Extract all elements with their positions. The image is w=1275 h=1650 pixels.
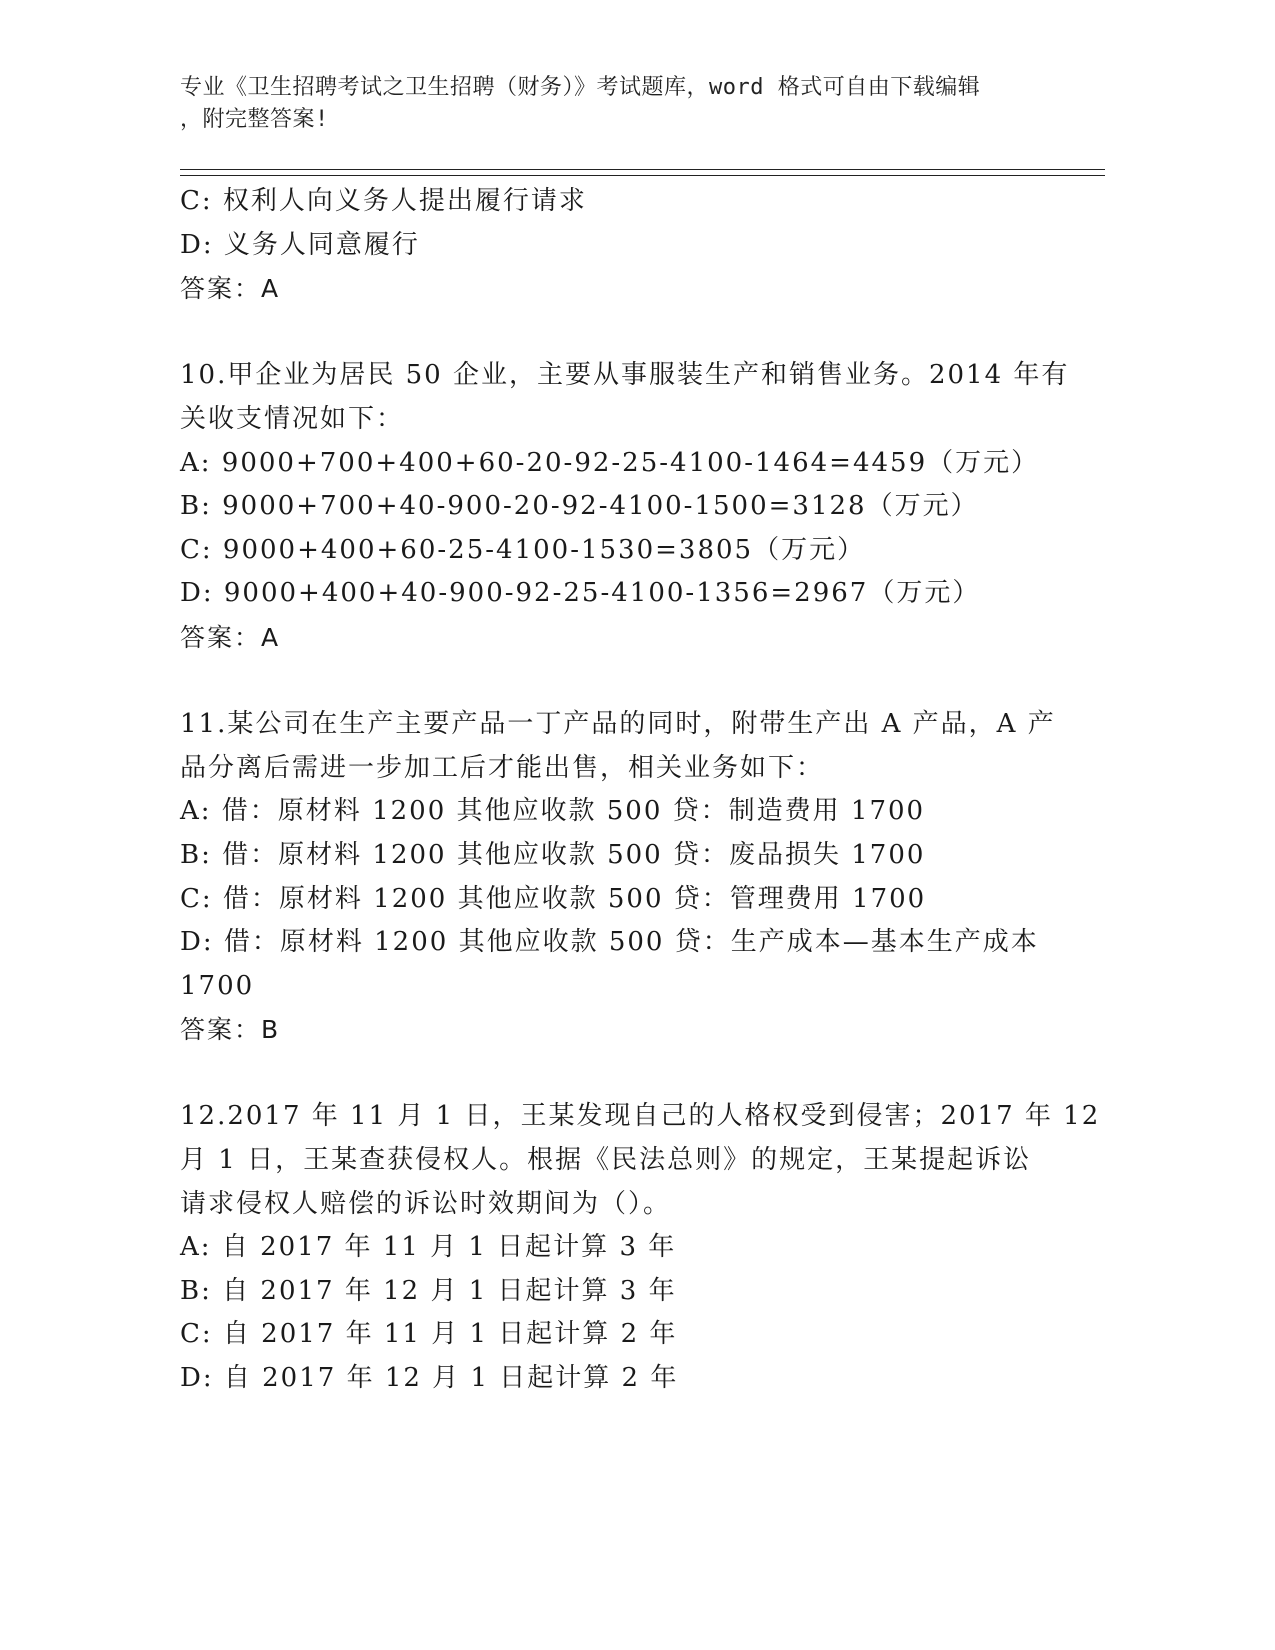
q11-option-a: A: 借：原材料 1200 其他应收款 500 贷：制造费用 1700: [180, 796, 926, 827]
page-header: [180, 72, 1050, 136]
question-content: [180, 180, 1101, 1401]
q11-stem-line-1: 11.某公司在生产主要产品一丁产品的同时，附带生产出 A 产品，A 产: [180, 709, 1056, 740]
header-line-1: 专业《卫生招聘考试之卫生招聘（财务）》考试题库，word 格式可自由下载编辑: [180, 75, 981, 100]
q12-option-c: C: 自 2017 年 11 月 1 日起计算 2 年: [180, 1319, 678, 1350]
q11-stem-line-2: 品分离后需进一步加工后才能出售，相关业务如下：: [180, 752, 825, 783]
q9-option-c: C: 权利人向义务人提出履行请求: [180, 186, 587, 216]
q12-option-b: B: 自 2017 年 12 月 1 日起计算 3 年: [180, 1275, 677, 1306]
q11-option-d-line-1: D: 借：原材料 1200 其他应收款 500 贷：生产成本—基本生产成本: [180, 927, 1039, 958]
spacer: [180, 660, 1060, 704]
header-divider-top: [180, 169, 1105, 170]
q10-option-a: A: 9000+700+400+60-20-92-25-4100-1464=4459（万元）: [180, 447, 1040, 478]
q10-answer: 答案：A: [180, 622, 281, 652]
spacer: [180, 1052, 1060, 1096]
q12-option-a: A: 自 2017 年 11 月 1 日起计算 3 年: [180, 1232, 677, 1263]
q10-option-c: C: 9000+400+60-25-4100-1530=3805（万元）: [180, 534, 866, 565]
q12-stem-line-1: 12.2017 年 11 月 1 日，王某发现自己的人格权受到侵害；2017 年 12: [180, 1101, 1101, 1132]
q12-option-d: D: 自 2017 年 12 月 1 日起计算 2 年: [180, 1363, 679, 1394]
q12-stem-line-2: 月 1 日，王某查获侵权人。根据《民法总则》的规定，王某提起诉讼: [180, 1145, 1032, 1176]
q12-stem-line-3: 请求侵权人赔偿的诉讼时效期间为（）。: [180, 1188, 672, 1219]
header-divider-bottom: [180, 175, 1105, 176]
q9-option-d: D: 义务人同意履行: [180, 229, 420, 260]
q11-option-b: B: 借：原材料 1200 其他应收款 500 贷：废品损失 1700: [180, 839, 926, 870]
q9-answer: 答案：A: [180, 274, 281, 304]
q10-stem-line-1: 10.甲企业为居民 50 企业，主要从事服装生产和销售业务。2014 年有: [180, 360, 1070, 391]
header-line-2: ，附完整答案!: [180, 107, 329, 132]
q10-stem-line-2: 关收支情况如下：: [180, 403, 405, 434]
q11-option-d-line-2: 1700: [180, 970, 255, 1001]
q11-answer: 答案：B: [180, 1015, 281, 1045]
q11-option-c: C: 借：原材料 1200 其他应收款 500 贷：管理费用 1700: [180, 883, 927, 914]
spacer: [180, 311, 1060, 355]
q10-option-b: B: 9000+700+40-900-20-92-4100-1500=3128（万元）: [180, 491, 979, 522]
q10-option-d: D: 9000+400+40-900-92-25-4100-1356=2967（万元）: [180, 578, 981, 609]
